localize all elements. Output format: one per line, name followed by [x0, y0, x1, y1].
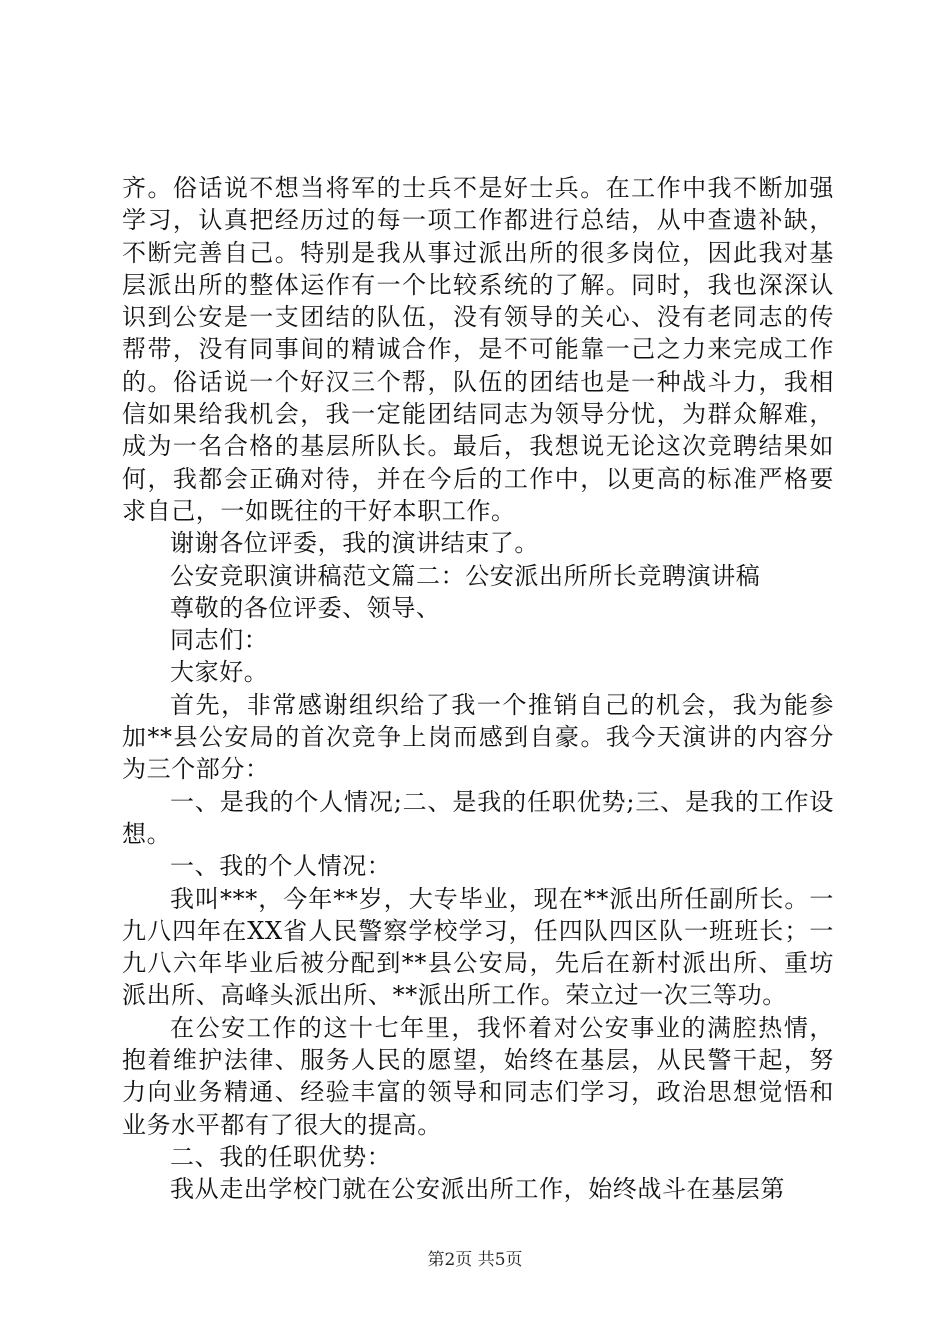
document-body [122, 172, 834, 1206]
paragraph-advantages: 我从走出学校门就在公安派出所工作，始终战斗在基层第 [170, 1175, 785, 1204]
paragraph-outline: 一、是我的个人情况;二、是我的任职优势;三、是我的工作设想。 [122, 787, 834, 848]
paragraph-personal-info: 我叫***，今年**岁，大专毕业，现在**派出所任副所长。一九八四年在XX省人民警察学校学习，任四队四区队一班班长；一九八六年毕业后被分配到**县公安局，先后在新村派出所、重坊派出所、高峰头派出所、**派出所工作。荣立过一次三等功。 [122, 884, 834, 1010]
paragraph-intro: 首先，非常感谢组织给了我一个推销自己的机会，我为能参加**县公安局的首次竞争上岗而感到自豪。我今天演讲的内容分为三个部分： [122, 690, 834, 784]
page-number-footer: 第2页 共5页 [427, 1250, 523, 1270]
paragraph-salutation: 尊敬的各位评委、领导、 [170, 593, 441, 622]
paragraph-experience: 在公安工作的这十七年里，我怀着对公安事业的满腔热情，抱着维护法律、服务人民的愿望，始终在基层，从民警干起，努力向业务精通、经验丰富的领导和同志们学习，政治思想觉悟和业务水平都有了很大的提高。 [122, 1013, 834, 1139]
heading-advantages: 二、我的任职优势： [170, 1142, 392, 1171]
paragraph-continuation: 齐。俗话说不想当将军的士兵不是好士兵。在工作中我不断加强学习，认真把经历过的每一项工作都进行总结，从中查遗补缺，不断完善自己。特别是我从事过派出所的很多岗位，因此我对基层派出所的整体运作有一个比较系统的了解。同时，我也深深认识到公安是一支团结的队伍，没有领导的关心、没有老同志的传帮带，没有同事间的精诚合作，是不可能靠一己之力来完成工作的。俗话说一个好汉三个帮，队伍的团结也是一种战斗力，我相信如果给我机会，我一定能团结同志为领导分忧，为群众解难，成为一名合格的基层所队长。最后，我想说无论这次竞聘结果如何，我都会正确对待，并在今后的工作中，以更高的标准严格要求自己，一如既往的干好本职工作。 [122, 174, 834, 525]
paragraph-article-title: 公安竞职演讲稿范文篇二：公安派出所所长竞聘演讲稿 [170, 561, 761, 590]
paragraph-greeting: 大家好。 [170, 658, 269, 687]
paragraph-comrades: 同志们： [170, 626, 269, 655]
paragraph-thanks: 谢谢各位评委，我的演讲结束了。 [170, 529, 539, 558]
heading-personal-info: 一、我的个人情况： [170, 852, 392, 881]
